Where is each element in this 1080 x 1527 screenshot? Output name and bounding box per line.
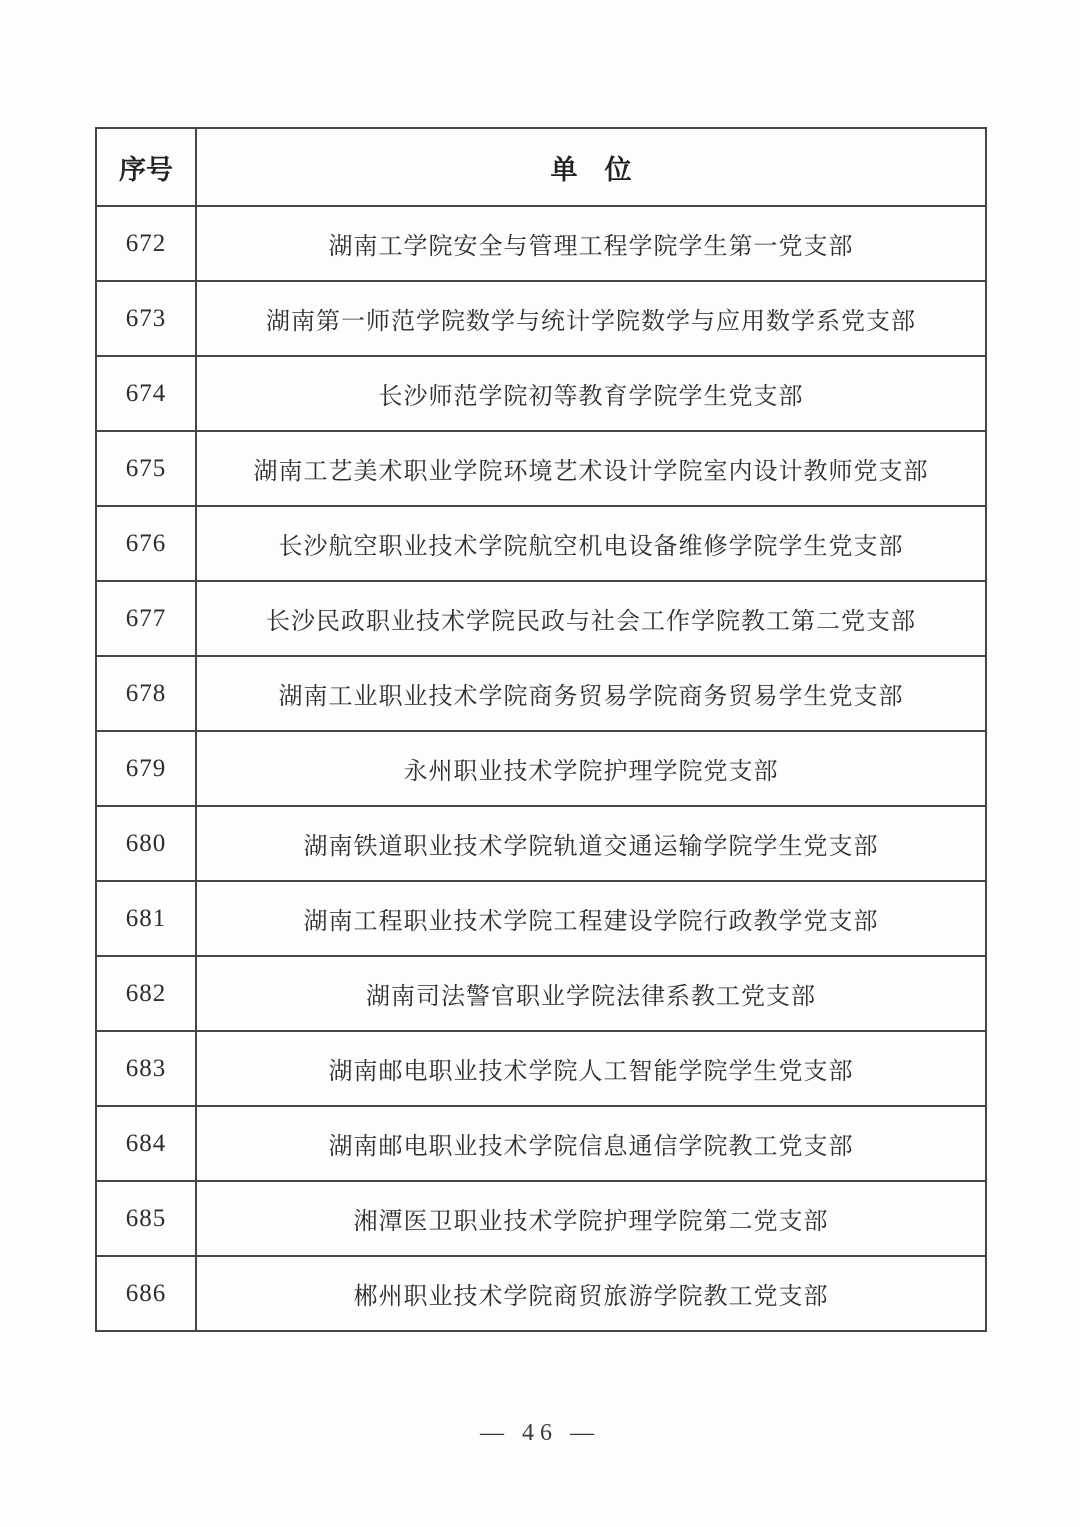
page-number: — 46 — <box>480 1420 600 1446</box>
row-index: 679 <box>96 731 196 806</box>
row-unit-name: 湖南邮电职业技术学院信息通信学院教工党支部 <box>196 1106 986 1181</box>
row-index: 683 <box>96 1031 196 1106</box>
row-index: 675 <box>96 431 196 506</box>
row-index: 686 <box>96 1256 196 1331</box>
row-unit-name: 长沙航空职业技术学院航空机电设备维修学院学生党支部 <box>196 506 986 581</box>
row-index: 672 <box>96 206 196 281</box>
table-row <box>96 206 986 281</box>
row-index: 678 <box>96 656 196 731</box>
row-unit-name: 湖南工程职业技术学院工程建设学院行政教学党支部 <box>196 881 986 956</box>
row-index: 682 <box>96 956 196 1031</box>
table-header-row <box>96 128 986 206</box>
row-index: 684 <box>96 1106 196 1181</box>
row-index: 680 <box>96 806 196 881</box>
table-row <box>96 431 986 506</box>
row-unit-name: 湖南司法警官职业学院法律系教工党支部 <box>196 956 986 1031</box>
table-body <box>96 206 986 1331</box>
table-row <box>96 656 986 731</box>
table-row <box>96 1181 986 1256</box>
row-unit-name: 永州职业技术学院护理学院党支部 <box>196 731 986 806</box>
table-row <box>96 581 986 656</box>
column-header-index: 序号 <box>96 128 196 206</box>
row-index: 685 <box>96 1181 196 1256</box>
row-unit-name: 长沙师范学院初等教育学院学生党支部 <box>196 356 986 431</box>
table-row <box>96 1256 986 1331</box>
row-index: 673 <box>96 281 196 356</box>
row-unit-name: 长沙民政职业技术学院民政与社会工作学院教工第二党支部 <box>196 581 986 656</box>
row-unit-name: 郴州职业技术学院商贸旅游学院教工党支部 <box>196 1256 986 1331</box>
table-row <box>96 281 986 356</box>
table-row <box>96 731 986 806</box>
unit-list-table <box>95 127 987 1332</box>
column-header-unit: 单 位 <box>196 128 986 206</box>
row-index: 676 <box>96 506 196 581</box>
row-index: 677 <box>96 581 196 656</box>
row-index: 681 <box>96 881 196 956</box>
table-row <box>96 881 986 956</box>
table-row <box>96 956 986 1031</box>
row-unit-name: 湖南铁道职业技术学院轨道交通运输学院学生党支部 <box>196 806 986 881</box>
table-row <box>96 1106 986 1181</box>
row-unit-name: 湖南工业职业技术学院商务贸易学院商务贸易学生党支部 <box>196 656 986 731</box>
row-unit-name: 湖南第一师范学院数学与统计学院数学与应用数学系党支部 <box>196 281 986 356</box>
table-row <box>96 1031 986 1106</box>
row-unit-name: 湖南工艺美术职业学院环境艺术设计学院室内设计教师党支部 <box>196 431 986 506</box>
table-row <box>96 506 986 581</box>
table-row <box>96 806 986 881</box>
row-index: 674 <box>96 356 196 431</box>
row-unit-name: 湖南工学院安全与管理工程学院学生第一党支部 <box>196 206 986 281</box>
row-unit-name: 湘潭医卫职业技术学院护理学院第二党支部 <box>196 1181 986 1256</box>
row-unit-name: 湖南邮电职业技术学院人工智能学院学生党支部 <box>196 1031 986 1106</box>
table-row <box>96 356 986 431</box>
